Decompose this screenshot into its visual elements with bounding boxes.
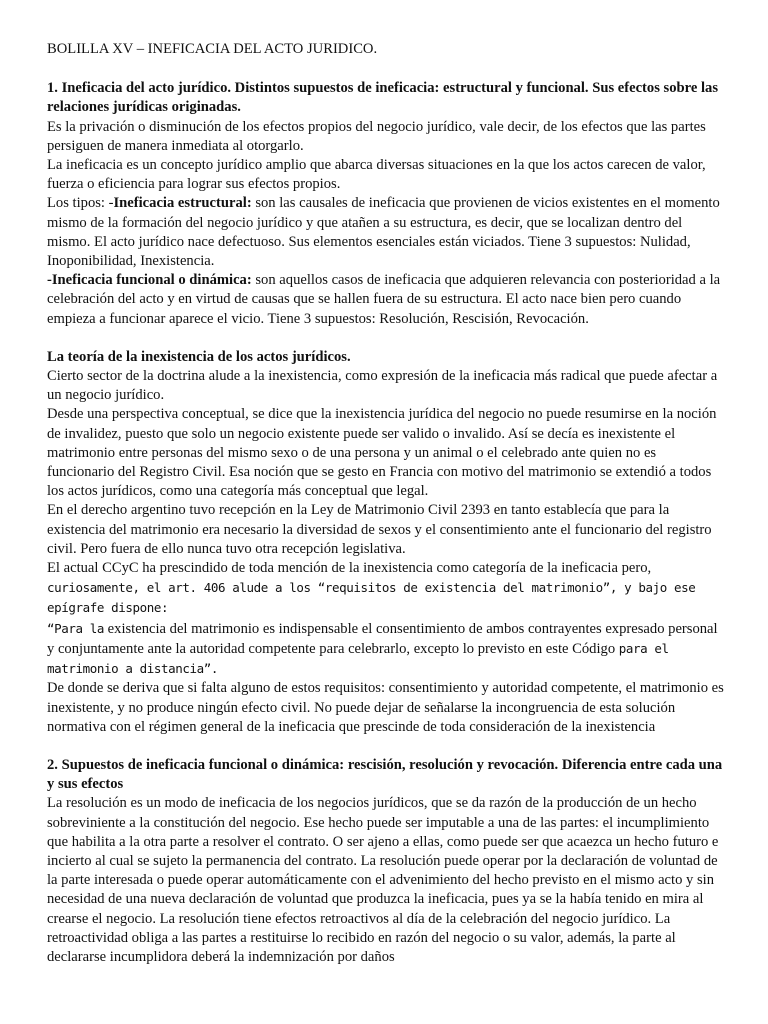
section-2-paragraph-2: Desde una perspectiva conceptual, se dice que la inexistencia jurídica del negocio no puede resumirse en la noción de invalidez, puesto que solo un negocio existente puede ser valido o invalido. Así se decía es inexistente el matrimonio entre personas del mismo sexo o de una persona y un animal o el celebrado ante quien no es funcionario del Registro Civil. Esa noción que se gesto en Francia con motivo del matrimonio se extendió a todos los actos jurídicos, como una categoría más conceptual que legal. [47,406,717,500]
section-1-paragraph-2: La ineficacia es un concepto jurídico amplio que abarca diversas situaciones en la que los actos carecen de valor, fuerza o eficiencia para lograr sus efectos propios. [47,157,706,193]
section-3-heading [47,756,724,794]
section-2-quote [47,619,724,680]
section-2-paragraph-1: Cierto sector de la doctrina alude a la inexistencia, como expresión de la ineficacia más radical que puede afectar a un negocio jurídico. [47,368,718,404]
ccyc-text: El actual CCyC ha prescindido de toda mención de la inexistencia como categoría de la ineficacia pero, [47,560,652,577]
quote-end: para el matrimonio a distancia”. [47,640,669,677]
section-2-heading [47,348,724,367]
section-2-paragraph-6: De donde se deriva que si falta alguno de estos requisitos: consentimiento y autoridad competente, el matrimonio es inexistente, y no produce ningún efecto civil. No puede dejar de señalarse la incongruencia de esta solución normativa con el régimen general de la ineficacia que prescinde de toda consideración de la inexistencia [47,680,724,735]
document-title: BOLILLA XV – INEFICACIA DEL ACTO JURIDICO. [47,41,378,57]
types-prefix: Los tipos: - [47,195,114,212]
section-1-heading-text: 1. Ineficacia del acto jurídico. Distintos supuestos de ineficacia: estructural y funcional. Sus efectos sobre las relaciones jurídicas originadas. [47,80,719,116]
art-406-text: curiosamente, el art. 406 alude a los “requisitos de existencia del matrimonio”, y bajo ese epígrafe dispone: [47,580,696,616]
section-2-paragraph-3: En el derecho argentino tuvo recepción en la Ley de Matrimonio Civil 2393 en tanto establecía que para la existencia del matrimonio era necesario la diversidad de sexos y el consentimiento ante el funcionario del registro civil. Pero fuera de ello nunca tuvo otra recepción legislativa. [47,502,712,557]
structural-term: Ineficacia estructural: [113,195,252,212]
spacer [47,737,724,756]
section-1-paragraph-1: Es la privación o disminución de los efectos propios del negocio jurídico, vale decir, de los efectos que las partes persiguen de manera inmediata al otorgarlo. [47,118,706,154]
section-1-heading [47,79,724,117]
structural-definition: son las causales de ineficacia que provienen de vicios existentes en el momento mismo de la formación del negocio jurídico y que atañen a su estructura, es decir, que se localizan dentro del mismo. El acto jurídico nace defectuoso. Sus elementos esenciales están viciados. Tiene 3 supuestos: Nulidad, Inoponibilidad, Inexistencia. [47,195,720,270]
quote-start: “Para la [47,620,105,636]
section-3-paragraph-1: La resolución es un modo de ineficacia de los negocios jurídicos, que se da razón de la producción de un hecho sobreviniente a la constitución del negocio. Ese hecho puede ser imputable a una de las partes: el incumplimiento que habilita a la otra parte a resolver el contrato. O ser ajeno a ellas, como puede ser que acaezca un hecho futuro e incierto al cual se sujeto la permanencia del contrato. La resolución puede operar por la declaración de voluntad de la parte interesada o puede operar automáticamente con el advenimiento del hecho previsto en el mismo acto y sin necesidad de una nueva declaración de voluntad que produzca la ineficacia, pues ya se la había tenido en mira al crearse el negocio. La resolución tiene efectos retroactivos al día de la celebración del negocio jurídico. La retroactividad obliga a las partes a restituirse lo recibido en razón del negocio o su valor, además, la parte al declararse incumplidora deberá la indemnización por daños [47,795,719,965]
section-3-heading-text: 2. Supuestos de ineficacia funcional o dinámica: rescisión, resolución y revocación. Diferencia entre cada una y sus efectos [47,756,723,793]
functional-definition: son aquellos casos de ineficacia que adquieren relevancia con posterioridad a la celebración del acto y en virtud de causas que se hallen fuera de su estructura. El acto nace bien pero cuando empieza a funcionar aparece el vicio. Tiene 3 supuestos: Resolución, Rescisión, Revocación. [47,272,721,327]
functional-term: -Ineficacia funcional o dinámica: [47,272,252,289]
section-2-heading-text: La teoría de la inexistencia de los actos jurídicos. [47,348,351,365]
section-1-paragraph-3 [47,194,724,271]
quote-body: existencia del matrimonio es indispensable el consentimiento de ambos contrayentes expresado personal y conjuntamente ante la autoridad competente para celebrarlo, excepto lo previsto en este Código [47,620,718,657]
spacer [47,329,724,348]
section-2-paragraph-4 [47,559,724,619]
section-1-paragraph-4 [47,271,724,329]
